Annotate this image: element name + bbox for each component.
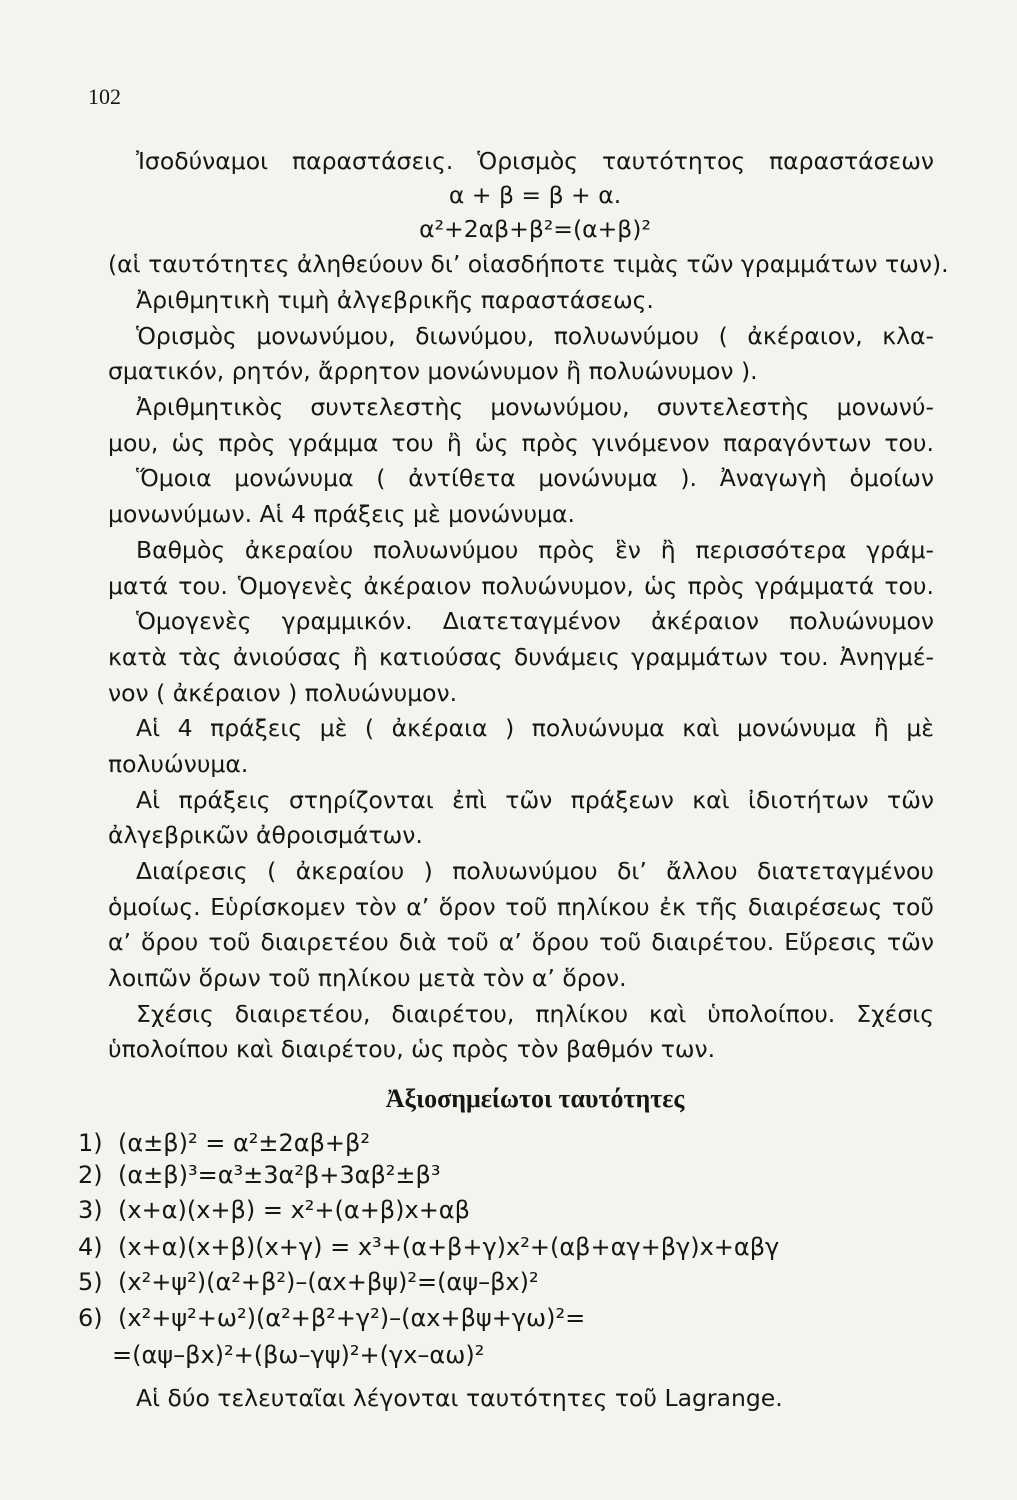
equation-line: α + β = β + α. xyxy=(448,181,622,209)
text-line: Ἰσοδύναμοι παραστάσεις. Ὁρισμὸς ταυτότητος παραστάσεων xyxy=(136,147,934,175)
identity-formula: (x+α)(x+β) = x²+(α+β)x+αβ xyxy=(118,1196,470,1224)
text-line: α’ ὅρου τοῦ διαιρετέου διὰ τοῦ α’ ὅρου τοῦ διαιρέτου. Εὕρεσις τῶν xyxy=(108,928,934,956)
identity-formula: (x²+ψ²)(α²+β²)–(αx+βψ)²=(αψ–βx)² xyxy=(118,1268,539,1296)
text-line: νον ( ἀκέραιον ) πολυώνυμον. xyxy=(108,679,458,707)
text-line: Διαίρεσις ( ἀκεραίου ) πολυωνύμου δι’ ἄλλου διατεταγμένου xyxy=(136,857,934,885)
equation-line: α²+2αβ+β²=(α+β)² xyxy=(419,215,651,243)
identity-line xyxy=(78,1303,948,1333)
section-heading: Ἀξιοσημείωτοι ταυτότητες xyxy=(385,1084,685,1113)
text-line: (αἱ ταυτότητες ἀληθεύουν δι’ οἱασδήποτε τιμὰς τῶν γραμμάτων των). xyxy=(108,250,949,278)
identity-line xyxy=(112,1340,982,1370)
identity-line xyxy=(78,1160,948,1190)
text-line: Ὅμοια μονώνυμα ( ἀντίθετα μονώνυμα ). Ἀναγωγὴ ὁμοίων xyxy=(136,464,934,492)
identity-formula: (x²+ψ²+ω²)(α²+β²+γ²)–(αx+βψ+γω)²= xyxy=(118,1304,586,1332)
text-line: Ὁμογενὲς γραμμικόν. Διατεταγμένον ἀκέραιον πολυώνυμον xyxy=(136,607,934,635)
text-line: Ἀριθμητικὴ τιμὴ ἀλγεβρικῆς παραστάσεως. xyxy=(136,286,654,314)
identity-number: 6) xyxy=(78,1304,103,1332)
identity-line xyxy=(78,1232,948,1262)
text-line: ἀλγεβρικῶν ἀθροισμάτων. xyxy=(108,821,423,849)
text-line: Σχέσις διαιρετέου, διαιρέτου, πηλίκου καὶ ὑπολοίπου. Σχέσις xyxy=(136,1000,934,1028)
text-line: Ὁρισμὸς μονωνύμου, διωνύμου, πολυωνύμου ( ἀκέραιον, κλα- xyxy=(136,322,934,350)
text-line: λοιπῶν ὅρων τοῦ πηλίκου μετὰ τὸν α’ ὅρον. xyxy=(108,964,627,992)
identity-formula: (x+α)(x+β)(x+γ) = x³+(α+β+γ)x²+(αβ+αγ+βγ)x+αβγ xyxy=(118,1233,780,1261)
text-line: ὁμοίως. Εὑρίσκομεν τὸν α’ ὅρον τοῦ πηλίκου ἐκ τῆς διαιρέσεως τοῦ xyxy=(108,893,934,921)
identity-line xyxy=(78,1195,948,1225)
text-line: μονωνύμων. Αἱ 4 πράξεις μὲ μονώνυμα. xyxy=(108,500,575,528)
text-line: κατὰ τὰς ἀνιούσας ἢ κατιούσας δυνάμεις γραμμάτων του. Ἀνηγμέ- xyxy=(108,643,934,671)
identity-formula: (α±β)² = α²±2αβ+β² xyxy=(118,1129,370,1157)
identity-number: 4) xyxy=(78,1233,103,1261)
text-line: ματά του. Ὁμογενὲς ἀκέραιον πολυώνυμον, ὡς πρὸς γράμματά του. xyxy=(108,572,934,600)
identity-line xyxy=(78,1267,948,1297)
identity-number: 1) xyxy=(78,1129,103,1157)
text-line: μου, ὡς πρὸς γράμμα του ἢ ὡς πρὸς γινόμενον παραγόντων του. xyxy=(108,429,934,457)
text-line: ὑπολοίπου καὶ διαιρέτου, ὡς πρὸς τὸν βαθμόν των. xyxy=(108,1035,716,1063)
closing-note: Αἱ δύο τελευταῖαι λέγονται ταυτότητες τοῦ Lagrange. xyxy=(136,1384,783,1412)
text-line: Βαθμὸς ἀκεραίου πολυωνύμου πρὸς ἓν ἢ περισσότερα γράμ- xyxy=(136,536,934,564)
identity-formula: =(αψ–βx)²+(βω–γψ)²+(γx–αω)² xyxy=(112,1341,485,1369)
identity-number: 3) xyxy=(78,1196,103,1224)
identity-line xyxy=(78,1128,948,1158)
text-line: Αἱ πράξεις στηρίζονται ἐπὶ τῶν πράξεων καὶ ἰδιοτήτων τῶν xyxy=(136,786,934,814)
text-line: σματικόν, ρητόν, ἄρρητον μονώνυμον ἢ πολυώνυμον ). xyxy=(108,357,758,385)
page-number: 102 xyxy=(88,84,121,109)
text-line: Ἀριθμητικὸς συντελεστὴς μονωνύμου, συντελεστὴς μονωνύ- xyxy=(136,393,934,421)
identity-number: 2) xyxy=(78,1161,103,1189)
text-line: πολυώνυμα. xyxy=(108,750,249,778)
text-line: Αἱ 4 πράξεις μὲ ( ἀκέραια ) πολυώνυμα καὶ μονώνυμα ἢ μὲ xyxy=(136,714,934,742)
identity-formula: (α±β)³=α³±3α²β+3αβ²±β³ xyxy=(118,1161,441,1189)
identity-number: 5) xyxy=(78,1268,103,1296)
